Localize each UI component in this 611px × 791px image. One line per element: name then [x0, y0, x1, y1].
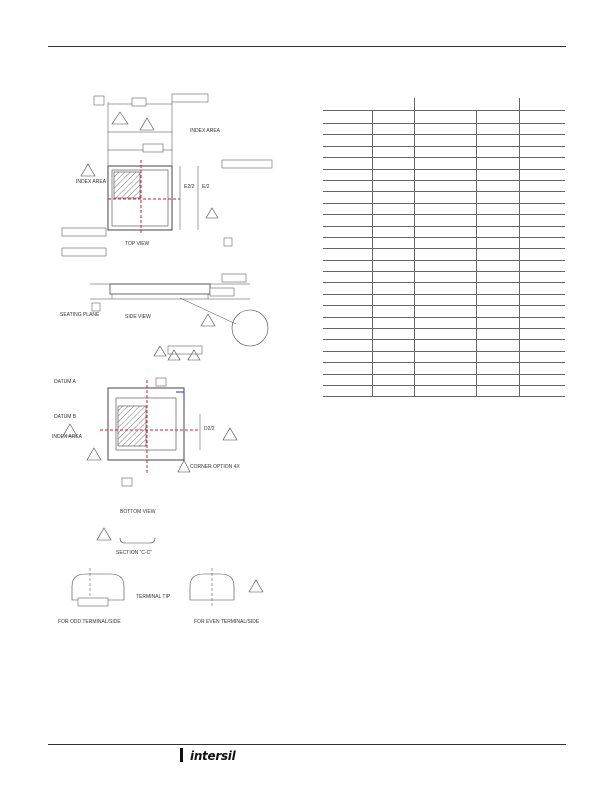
datum-a-label: DATUM A: [54, 379, 76, 385]
table-row: [323, 317, 565, 328]
footer-divider: [180, 748, 183, 762]
table-row: [323, 249, 565, 260]
bottom-view-title: BOTTOM VIEW: [120, 509, 156, 515]
odd-terminal-caption: FOR ODD TERMINAL/SIDE: [58, 619, 121, 625]
table-row: [323, 294, 565, 305]
table-row: [323, 363, 565, 374]
terminal-tip-label: TERMINAL TIP: [136, 594, 171, 600]
table-row: [323, 124, 565, 135]
even-terminal-caption: FOR EVEN TERMINAL/SIDE: [194, 619, 260, 625]
corner-option-label: CORNER OPTION 4X: [190, 464, 240, 470]
table-row: [323, 146, 565, 157]
datum-b-label: DATUM B: [54, 414, 77, 420]
table-row: [323, 329, 565, 340]
table-row: [323, 374, 565, 385]
section-cc: [97, 528, 155, 556]
table-row: [323, 283, 565, 294]
header-rule: [48, 46, 566, 47]
terminal-details: [58, 568, 263, 625]
table-row: [323, 158, 565, 169]
side-view: [60, 274, 268, 346]
side-view-title: SIDE VIEW: [125, 314, 151, 320]
company-logo: [190, 747, 250, 765]
index-area-note: INDEX AREA: [190, 128, 221, 134]
index-area-bottom-label: INDEX AREA: [52, 434, 83, 440]
company-logo-text: intersil: [190, 749, 236, 763]
table-row: [323, 385, 565, 396]
table-row: [323, 272, 565, 283]
table-row: [323, 306, 565, 317]
table-row: [323, 192, 565, 203]
bottom-view: [52, 346, 240, 515]
section-title: SECTION "C-C": [116, 550, 153, 556]
dim-d2-label: D2/2: [204, 426, 215, 432]
dim-e-label: E/2: [202, 184, 210, 190]
table-header-row: [323, 98, 565, 111]
table-row: [323, 226, 565, 237]
top-view: [62, 94, 272, 256]
table-row: [323, 169, 565, 180]
dimension-table: [323, 98, 565, 397]
footer-rule: [48, 744, 566, 745]
table-row: [323, 180, 565, 191]
table-row: [323, 135, 565, 146]
table-row: [323, 215, 565, 226]
package-outline-drawing: [50, 88, 280, 638]
seating-plane-label: SEATING PLANE: [60, 312, 100, 318]
top-view-title: TOP VIEW: [125, 241, 150, 247]
table-row: [323, 260, 565, 271]
index-area-label: INDEX AREA: [76, 179, 107, 185]
dim-e2-label: E2/2: [184, 184, 195, 190]
table-row: [323, 237, 565, 248]
table-subheader-row: [323, 111, 565, 124]
table-row: [323, 203, 565, 214]
table-row: [323, 351, 565, 362]
table-row: [323, 340, 565, 351]
